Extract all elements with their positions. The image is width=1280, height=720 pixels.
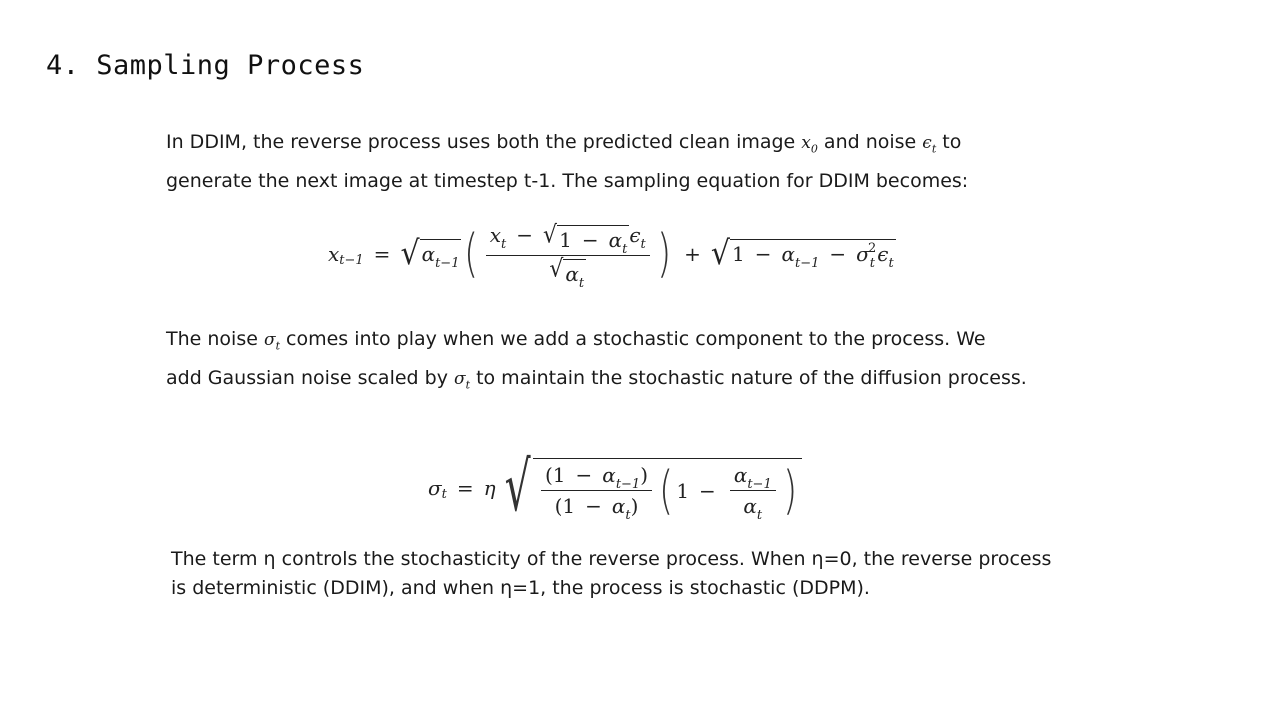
noise-text-4: to maintain the stochastic nature of the diffusion process. <box>470 367 1027 390</box>
noise-text-3: add Gaussian noise scaled by <box>166 367 454 390</box>
intro-text-1: In DDIM, the reverse process uses both the predicted clean image <box>166 131 802 153</box>
x0-symbol: $x_0$ <box>801 133 818 156</box>
eta-paragraph <box>171 545 1091 603</box>
intro-text-3: to <box>936 131 962 153</box>
noise-text-1: The noise <box>166 328 264 350</box>
slide-title: 4. Sampling Process <box>46 50 365 81</box>
sigma-equation: σ t = η √ ( 1 − α t−1 ) ( 1 − α t ) ( 1 − α t−1 α t ) <box>428 452 802 524</box>
epsilon-symbol: $\epsilon_t$ <box>922 133 937 156</box>
noise-text-2: comes into play when we add a stochastic component to the process. We <box>279 328 986 350</box>
intro-text-4: generate the next image at timestep t-1. The sampling equation for DDIM becomes: <box>166 170 969 193</box>
eq2-fraction-1: ( 1 − α t−1 ) ( 1 − α t ) <box>541 463 652 518</box>
intro-text-2: and noise <box>817 131 923 153</box>
sigma-symbol: $\sigma_t$ <box>263 330 280 353</box>
sigma-symbol-2: $\sigma_t$ <box>454 369 471 392</box>
intro-paragraph <box>166 126 1066 198</box>
noise-paragraph <box>166 323 1066 402</box>
eta-text-1: The term η controls the stochasticity of the reverse process. When η=0, the reverse process <box>171 548 1052 570</box>
eq2-fraction-2: α t−1 α t <box>730 463 776 518</box>
ddim-sampling-equation: x t−1 = √ α t−1 ( x t − √ 1 − α t ϵ t √ α t ) + √ 1 − α t−1 − σ t 2 ϵ t <box>328 220 894 291</box>
eta-text-2: is deterministic (DDIM), and when η=1, the process is stochastic (DDPM). <box>171 577 870 599</box>
eq1-fraction: x t − √ 1 − α t ϵ t √ α t <box>486 223 650 286</box>
